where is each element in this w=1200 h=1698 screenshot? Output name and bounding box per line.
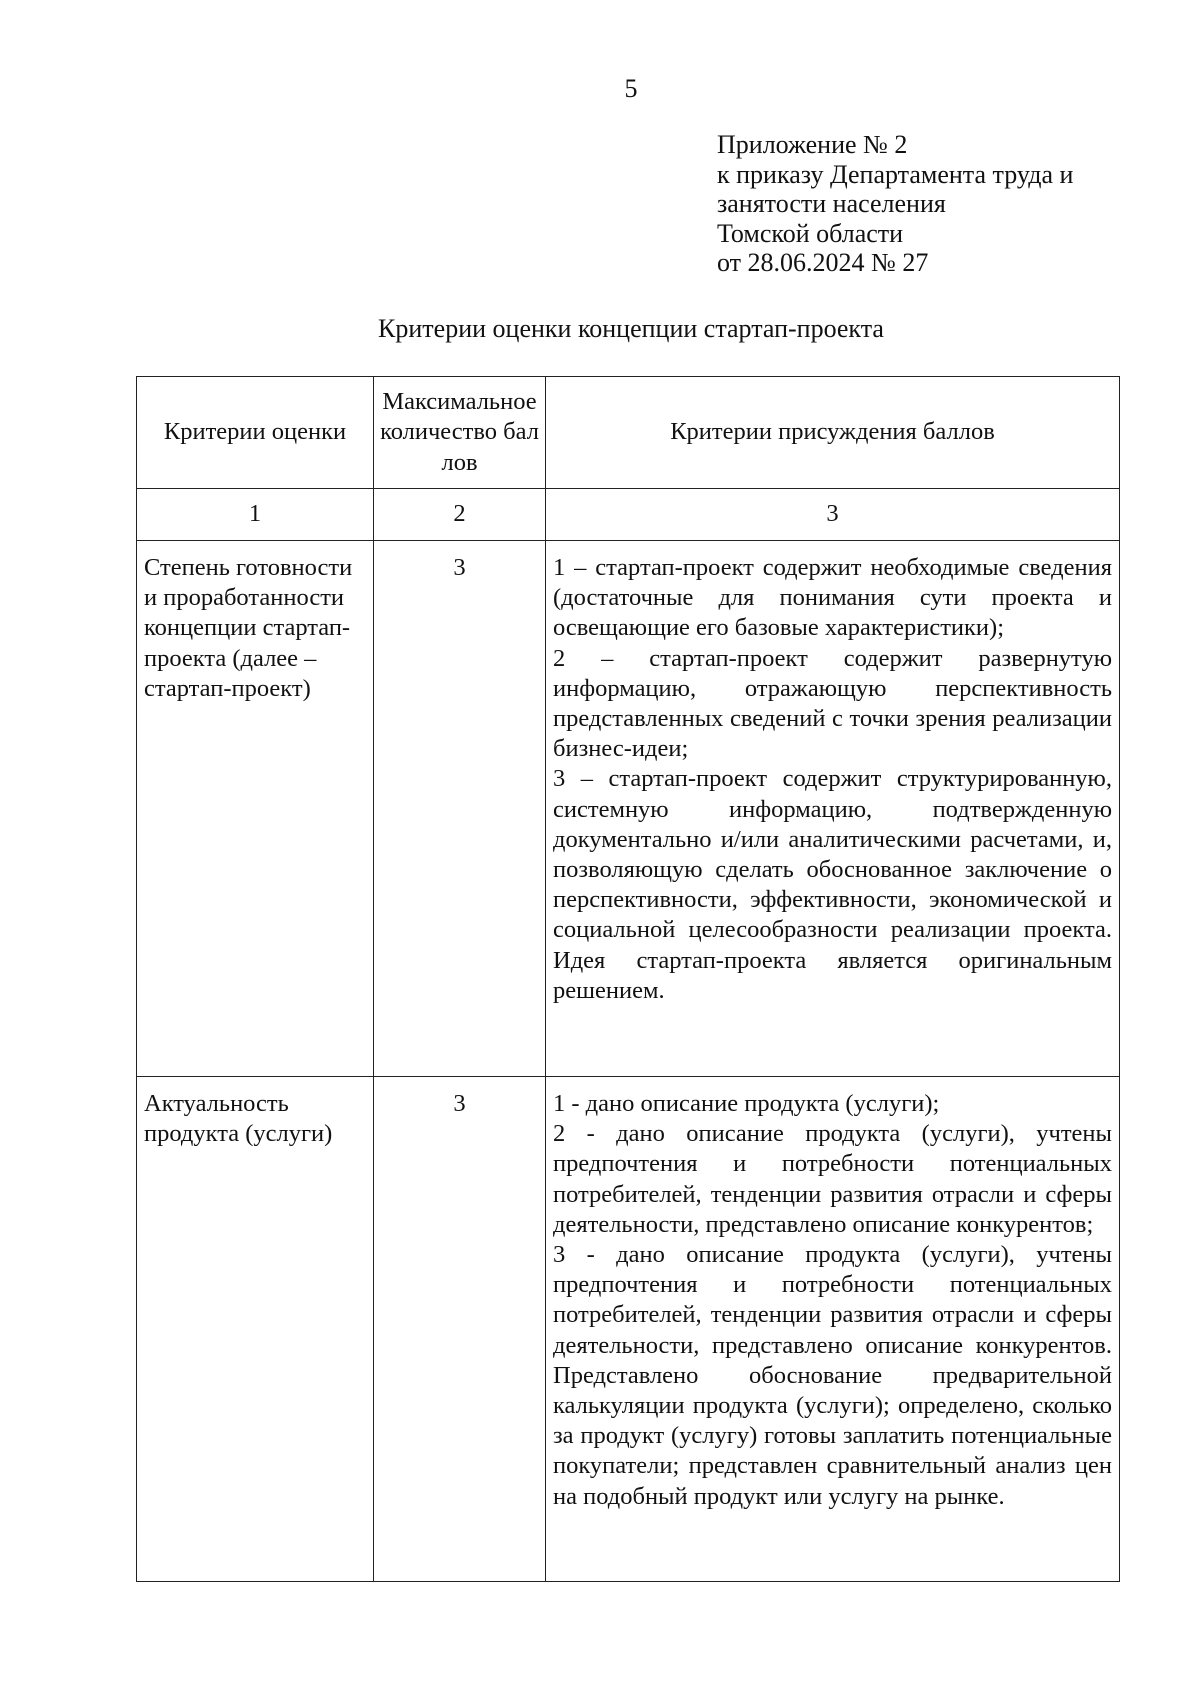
scoring-description-cell xyxy=(546,541,1120,1077)
criterion-text: Степень готовности и проработанности концепции стартап-проекта (далее – стартап-проект) xyxy=(144,554,353,702)
criteria-table xyxy=(136,376,1120,1582)
header-cell-scoring-criteria xyxy=(546,377,1120,489)
appendix-line: к приказу Департамента труда и xyxy=(717,159,1074,189)
appendix-block xyxy=(717,130,1137,278)
criterion-cell xyxy=(137,541,374,1077)
header-cell-max-score xyxy=(374,377,546,489)
max-score-cell xyxy=(374,541,546,1077)
scoring-level: 3 - дано описание продукта (услуги), учтены предпочтения и потребности потенциальных потребителей, тенденции развития отрасли и сферы деятельности, представлено описание конкурентов. Представлено обоснование предварительной калькуляции продукта (услуги); определено, сколько за продукт (услугу) готовы заплатить потенциальные покупатели; представлен сравнительный анализ цен на подобный продукт или услугу на рынке. xyxy=(553,1241,1112,1510)
appendix-line: Приложение № 2 xyxy=(717,130,908,159)
appendix-line: занятости населения xyxy=(717,189,946,218)
scoring-level: 2 – стартап-проект содержит развернутую информацию, отражающую перспективность представленных сведений с точки зрения реализации бизнес-идеи; xyxy=(553,644,1112,763)
header-cell-criteria xyxy=(137,377,374,489)
scoring-level: 1 - дано описание продукта (услуги); xyxy=(553,1090,940,1117)
header-label: Максимальное количество баллов xyxy=(380,388,539,476)
document-title: Критерии оценки концепции стартап-проекта xyxy=(378,314,884,343)
max-score-cell xyxy=(374,1077,546,1582)
table-header-row xyxy=(137,377,1120,489)
table-row xyxy=(137,1077,1120,1582)
table-row xyxy=(137,541,1120,1077)
max-score-value: 3 xyxy=(453,1090,466,1117)
scoring-description-cell xyxy=(546,1077,1120,1582)
scoring-level: 1 – стартап-проект содержит необходимые сведения (достаточные для понимания сути проекта и освещающие его базовые характеристики); xyxy=(553,554,1112,642)
column-number: 2 xyxy=(374,489,546,541)
header-label: Критерии присуждения баллов xyxy=(670,418,995,446)
scoring-level: 2 - дано описание продукта (услуги), учтены предпочтения и потребности потенциальных потребителей, тенденции развития отрасли и сферы деятельности, представлено описание конкурентов; xyxy=(553,1120,1112,1238)
scoring-level: 3 – стартап-проект содержит структурированную, системную информацию, подтвержденную документально и/или аналитическими расчетами, и, позволяющую сделать обоснованное заключение о перспективности, эффективности, экономической и социальной целесообразности реализации проекта. Идея стартап-проекта является оригинальным решением. xyxy=(553,765,1112,1004)
criterion-text: Актуальность продукта (услуги) xyxy=(144,1090,333,1148)
criterion-cell xyxy=(137,1077,374,1582)
appendix-line: от 28.06.2024 № 27 xyxy=(717,248,929,277)
column-number: 3 xyxy=(546,489,1120,541)
page-number: 5 xyxy=(624,74,638,103)
column-number-row xyxy=(137,489,1120,541)
appendix-line: Томской области xyxy=(717,218,904,248)
header-label: Критерии оценки xyxy=(163,418,347,446)
max-score-value: 3 xyxy=(453,554,466,581)
column-number: 1 xyxy=(137,489,374,541)
